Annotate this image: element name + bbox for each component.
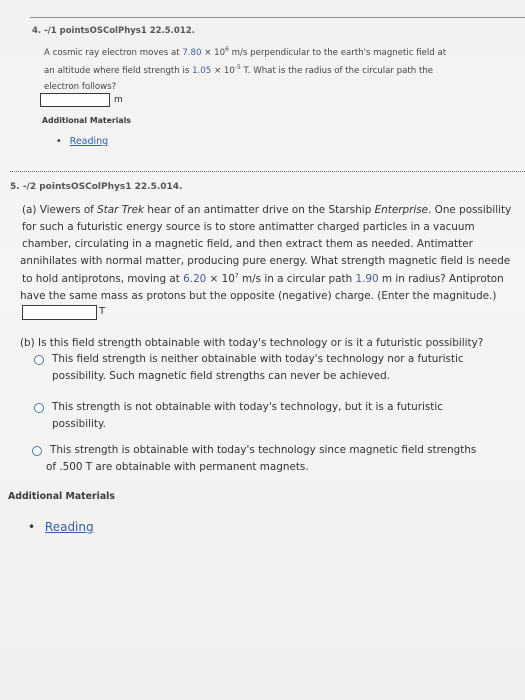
q5-reading-link[interactable]: Reading [44,520,94,534]
q4-reading-item [56,136,108,147]
q5-line-2: for such a futuristic energy source is to store antimatter charged particles in a vacuum [22,221,475,233]
q4-unit: m [114,95,123,105]
option-2-line-1: This strength is not obtainable with today's technology, but it is a futuristic [52,401,443,413]
bullet-icon: • [56,136,62,147]
q5-additional-materials: Additional Materials [8,491,115,502]
option-3-radio[interactable] [32,446,42,456]
option-1-line-1: This field strength is neither obtainable with today's technology nor a futuristic [52,353,464,365]
bullet-icon: • [28,520,36,534]
q4-reading-link[interactable]: Reading [69,136,109,147]
q5-header: 5. -/2 pointsOSColPhys1 22.5.014. [10,182,183,192]
q5-line-4: annihilates with normal matter, producing pure energy. What strength magnetic field is neede [20,255,511,267]
q5-part-b-question: (b) Is this field strength obtainable with today's technology or is it a futuristic possibility? [20,337,484,349]
option-1-line-2: possibility. Such magnetic field strengths can never be achieved. [52,370,391,382]
q5-line-3: chamber, circulating in a magnetic field, and then extract them as needed. Antimatter [22,238,473,250]
option-2-line-2: possibility. [52,418,106,430]
option-1-radio[interactable] [34,355,44,365]
q5-unit: T [99,306,106,317]
top-divider [30,17,525,18]
q5-reading-item [28,520,94,534]
option-2-radio[interactable] [34,403,44,413]
q4-line-2: an altitude where field strength is $1.05 \times 10^{-5}$ T. What is the radius of the circular path the [44,64,434,76]
q4-line-1: A cosmic ray electron moves at $7.80 \times 10^6$ m/s perpendicular to the earth's magnetic field at [44,46,447,58]
option-3-line-1: This strength is obtainable with today's technology since magnetic field strengths [50,444,477,456]
q4-line-3: electron follows? [44,82,117,92]
question-divider [10,171,525,172]
q5-line-1: (a) Viewers of Star Trek hear of an antimatter drive on the Starship Enterprise. One possibility [22,204,512,216]
q5-line-5: to hold antiprotons, moving at $6.20 \times 10^7$ m/s in a circular path 1.90 m in radius? Antiproton [22,272,504,285]
q5-answer-input[interactable] [22,305,97,320]
q4-answer-input[interactable] [40,93,110,107]
option-3-line-2: of .500 T are obtainable with permanent magnets. [46,461,309,473]
q5-line-6: have the same mass as protons but the opposite (negative) charge. (Enter the magnitude.) [20,290,497,302]
q4-header: 4. -/1 pointsOSColPhys1 22.5.012. [32,26,195,36]
q4-additional-materials: Additional Materials [42,116,131,125]
